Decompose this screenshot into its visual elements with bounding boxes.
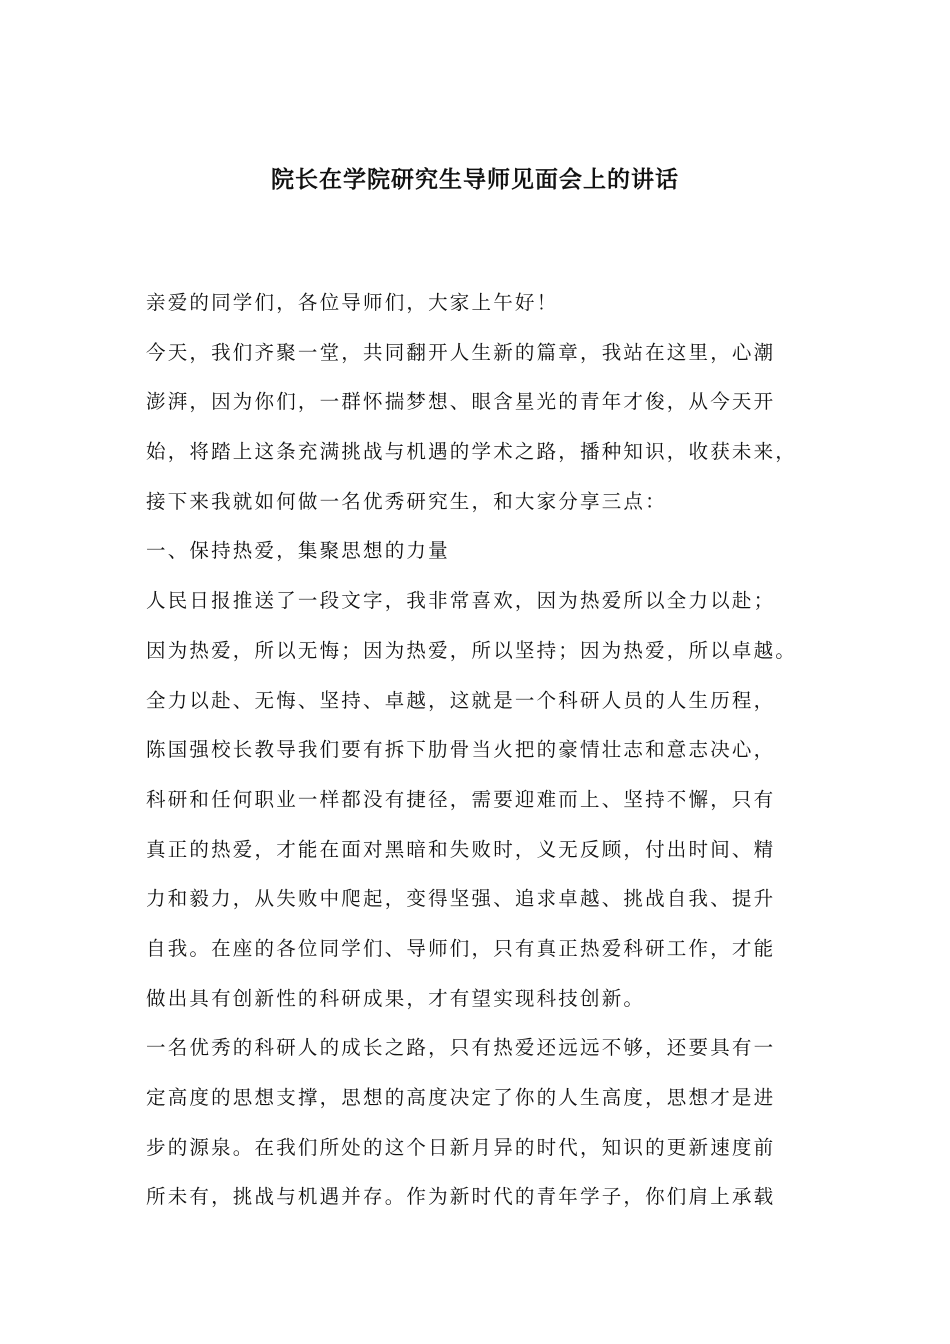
text-line: 真正的热爱，才能在面对黑暗和失败时，义无反顾，付出时间、精 <box>146 837 776 861</box>
text-line: 科研和任何职业一样都没有捷径，需要迎难而上、坚持不懈，只有 <box>146 787 776 811</box>
text-line: 自我。在座的各位同学们、导师们，只有真正热爱科研工作，才能 <box>146 936 776 960</box>
text-line: 全力以赴、无悔、坚持、卓越，这就是一个科研人员的人生历程， <box>146 688 776 712</box>
text-line: 所未有，挑战与机遇并存。作为新时代的青年学子，你们肩上承载 <box>146 1185 776 1209</box>
document-title: 院长在学院研究生导师见面会上的讲话 <box>271 166 679 193</box>
text-line: 因为热爱，所以无悔；因为热爱，所以坚持；因为热爱，所以卓越。 <box>146 638 798 662</box>
text-line: 一名优秀的科研人的成长之路，只有热爱还远远不够，还要具有一 <box>146 1036 776 1060</box>
text-line: 今天，我们齐聚一堂，共同翻开人生新的篇章，我站在这里，心潮 <box>146 340 776 364</box>
text-line: 接下来我就如何做一名优秀研究生，和大家分享三点： <box>146 489 667 513</box>
document-body <box>146 278 846 1222</box>
text-line: 澎湃，因为你们，一群怀揣梦想、眼含星光的青年才俊，从今天开 <box>146 390 776 414</box>
text-line: 力和毅力，从失败中爬起，变得坚强、追求卓越、挑战自我、提升 <box>146 887 776 911</box>
text-line: 陈国强校长教导我们要有拆下肋骨当火把的豪情壮志和意志决心， <box>146 738 776 762</box>
text-line: 定高度的思想支撑，思想的高度决定了你的人生高度，思想才是进 <box>146 1086 776 1109</box>
text-line: 始，将踏上这条充满挑战与机遇的学术之路，播种知识，收获未来， <box>146 440 798 464</box>
text-line: 人民日报推送了一段文字，我非常喜欢，因为热爱所以全力以赴； <box>146 589 776 613</box>
text-line: 亲爱的同学们，各位导师们，大家上午好！ <box>146 291 559 314</box>
section-heading: 一、保持热爱，集聚思想的力量 <box>146 539 450 563</box>
text-line: 做出具有创新性的科研成果，才有望实现科技创新。 <box>146 986 646 1010</box>
text-line: 步的源泉。在我们所处的这个日新月异的时代，知识的更新速度前 <box>146 1135 776 1159</box>
